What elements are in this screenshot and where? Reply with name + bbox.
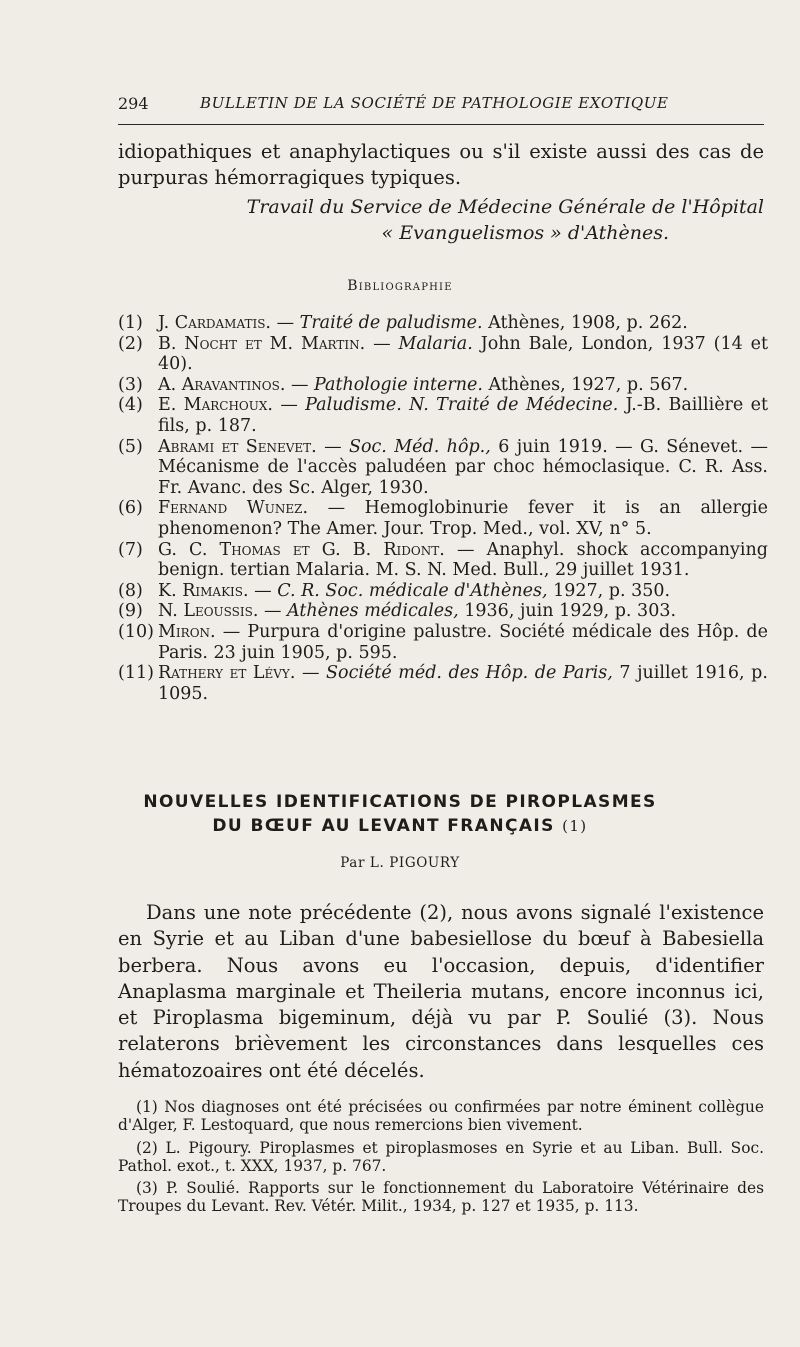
entry-details: 7 juillet 1916, p. 1095. — [158, 663, 768, 704]
entry-number: (8) — [118, 580, 143, 601]
dedication — [118, 194, 764, 246]
entry-title: Paludisme. N. Traité de Médecine. — [305, 395, 619, 416]
entry-title: Soc. Méd. hôp., — [348, 436, 491, 457]
entry-authors: Miron. — [158, 621, 216, 642]
article-title-line-1: NOUVELLES IDENTIFICATIONS DE PIROPLASMES — [143, 792, 657, 812]
intro-paragraph: idiopathiques et anaphylactiques ou s'il existe aussi des cas de purpuras hémorragiques typiques. — [118, 140, 764, 189]
entry-details: Purpura d'origine palustre. Société médicale des Hôp. de Paris. 23 juin 1905, p. 595. — [158, 621, 768, 663]
entry-details: Athènes, 1927, p. 567. — [488, 374, 689, 395]
entry-authors: A. Aravantinos. — [158, 374, 286, 395]
entry-authors: Rathery et Lévy. — [158, 663, 296, 684]
footnotes — [118, 1098, 764, 1220]
entry-title: C. R. Soc. médicale d'Athènes, — [277, 580, 548, 601]
entry-authors: Fernand Wunez. — [158, 498, 309, 519]
entry-details: 1927, p. 350. — [553, 580, 671, 601]
bibliography-entry: (1) J. Cardamatis. — Traité de paludisme. Athènes, 1908, p. 262. — [118, 313, 688, 333]
entry-details: Hemoglobinurie fever it is an allergie phenomenon? The Amer. Jour. Trop. Med., vol. XV, n° 5. — [158, 498, 768, 539]
entry-details: John Bale, London, 1937 (14 et 40). — [158, 333, 768, 375]
entry-authors: N. Leoussis. — [158, 601, 259, 622]
entry-details: Anaphyl. shock accompanying benign. tertian Malaria. M. S. N. Med. Bull., 29 juillet 1931. — [158, 539, 768, 581]
entry-number: (9) — [118, 601, 143, 622]
bibliography-entry: (3) A. Aravantinos. — Pathologie interne. Athènes, 1927, p. 567. — [118, 374, 689, 395]
entry-title: Traité de paludisme. — [299, 313, 483, 333]
entry-title: Athènes médicales, — [287, 601, 459, 622]
header-rule — [118, 124, 764, 125]
article-paragraph: Dans une note précédente (2), nous avons signalé l'existence en Syrie et au Liban d'une babesiellose du bœuf à Babesiella berbera. Nous avons eu l'occasion, depuis, d'identifier Anaplasma marginale et Theileria mutans, encore inconnus ici, et Piroplasma bigeminum, déjà vu par P. Soulié (3). Nous relaterons brièvement les circonstances dans lesquelles ces hématozoaires ont été décelés. — [118, 901, 764, 1082]
bibliography-entry: (10) Miron. — Purpura d'origine palustre. Société médicale des Hôp. de Paris. 23 juin 1905, p. 595. — [118, 621, 768, 663]
article-title-line-2 — [0, 814, 800, 838]
bibliography-entry: (7) G. C. Thomas et G. B. Ridont. — Anaphyl. shock accompanying benign. tertian Malaria. M. S. N. Med. Bull., 29 juillet 1931. — [118, 539, 768, 581]
bibliography-entry: (9) N. Leoussis. — Athènes médicales, 1936, juin 1929, p. 303. — [118, 601, 677, 622]
entry-number: (6) — [118, 498, 143, 519]
entry-number: (7) — [118, 539, 143, 560]
entry-number: (4) — [118, 395, 143, 416]
entry-title: Société méd. des Hôp. de Paris, — [326, 663, 613, 684]
bibliography-heading: Bibliographie — [347, 278, 453, 294]
article-title-note-ref: (1) — [562, 817, 588, 835]
article-title-line-2-text: DU BŒUF AU LEVANT FRANÇAIS — [212, 816, 555, 836]
bibliography-list — [118, 313, 768, 704]
entry-details: 1936, juin 1929, p. 303. — [464, 601, 677, 622]
entry-details: Athènes, 1908, p. 262. — [488, 313, 688, 333]
entry-number: (5) — [118, 436, 143, 457]
entry-authors: B. Nocht et M. Martin. — [158, 333, 366, 354]
footnote: (3) P. Soulié. Rapports sur le fonctionnement du Laboratoire Vétérinaire des Troupes du Levant. Rev. Vétér. Milit., 1934, p. 127 et 1935, p. 113. — [118, 1179, 764, 1216]
bibliography-entry: (11) Rathery et Lévy. — Société méd. des Hôp. de Paris, 7 juillet 1916, p. 1095. — [118, 663, 768, 704]
bibliography-entry: (2) B. Nocht et M. Martin. — Malaria. John Bale, London, 1937 (14 et 40). — [118, 333, 768, 375]
article-title — [0, 790, 800, 838]
entry-title: Pathologie interne. — [314, 374, 483, 395]
running-header — [118, 94, 768, 114]
entry-number: (11) — [118, 663, 154, 684]
entry-authors: G. C. Thomas et G. B. Ridont. — [158, 539, 445, 560]
entry-authors: J. Cardamatis. — [158, 313, 271, 333]
entry-number: (2) — [118, 333, 143, 354]
page-number: 294 — [118, 94, 149, 113]
journal-title: BULLETIN DE LA SOCIÉTÉ DE PATHOLOGIE EXOTIQUE — [200, 94, 669, 112]
entry-authors: E. Marchoux. — [158, 395, 273, 416]
footnote: (1) Nos diagnoses ont été précisées ou confirmées par notre éminent collègue d'Alger, F. Lestoquard, que nous remercions bien vivement. — [118, 1098, 764, 1135]
entry-details: J.-B. Baillière et fils, p. 187. — [158, 395, 768, 436]
entry-details: 6 juin 1919. — G. Sénevet. — Mécanisme de l'accès paludéen par choc hémoclasique. C. R. Ass. Fr. Avanc. des Sc. Alger, 1930. — [158, 436, 768, 498]
bibliography-entry: (4) E. Marchoux. — Paludisme. N. Traité de Médecine. J.-B. Baillière et fils, p. 187. — [118, 395, 768, 436]
article-byline: Par L. PIGOURY — [340, 855, 460, 871]
entry-authors: Abrami et Senevet. — [158, 436, 317, 457]
entry-authors: K. Rimakis. — [158, 580, 249, 601]
bibliography-entry: (5) Abrami et Senevet. — Soc. Méd. hôp., 6 juin 1919. — G. Sénevet. — Mécanisme de l'accès paludéen par choc hémoclasique. C. R. Ass. Fr. Avanc. des Sc. Alger, 1930. — [118, 436, 768, 498]
entry-number: (10) — [118, 621, 154, 642]
footnote: (2) L. Pigoury. Piroplasmes et piroplasmoses en Syrie et au Liban. Bull. Soc. Pathol. exot., t. XXX, 1937, p. 767. — [118, 1138, 764, 1175]
dedication-line-2: « Evanguelismos » d'Athènes. — [381, 222, 669, 244]
bibliography-entry: (6) Fernand Wunez. — Hemoglobinurie fever it is an allergie phenomenon? The Amer. Jour. Trop. Med., vol. XV, n° 5. — [118, 498, 768, 539]
entry-number: (3) — [118, 374, 143, 395]
bibliography-entry: (8) K. Rimakis. — C. R. Soc. médicale d'Athènes, 1927, p. 350. — [118, 580, 671, 601]
dedication-line-1: Travail du Service de Médecine Générale de l'Hôpital — [246, 196, 764, 218]
entry-title: Malaria. — [398, 333, 473, 354]
entry-number: (1) — [118, 313, 143, 333]
